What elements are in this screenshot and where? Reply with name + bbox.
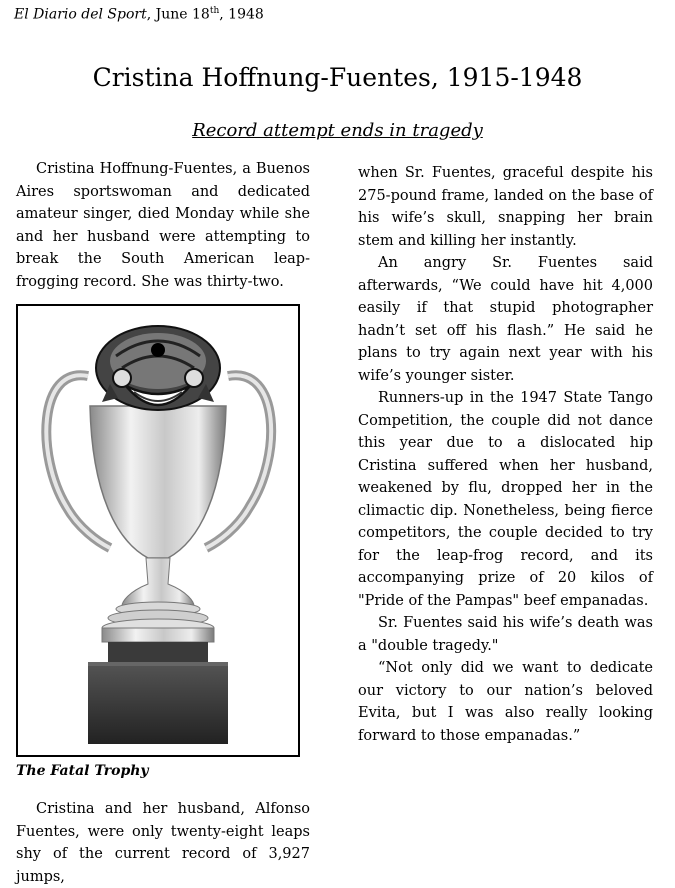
left-column-bottom: [16, 798, 310, 888]
dateline-year: , 1948: [219, 6, 264, 23]
article-paragraph: Cristina Hoffnung-Fuentes, a Buenos Aires sportswoman and dedicated amateur singer, died Monday while she and her husband were attempting to break the South American leap-frogging record. She was thirty-two.: [16, 161, 310, 290]
article-paragraph: “Not only did we want to dedicate our victory to our nation’s beloved Evita, but I was also really looking forward to those empanadas.”: [358, 660, 653, 744]
article-subtitle: Record attempt ends in tragedy: [192, 120, 483, 141]
right-column: [358, 162, 653, 747]
trophy-image: [18, 306, 298, 755]
left-column-top: [16, 158, 310, 293]
article-paragraph: Cristina and her husband, Alfonso Fuentes, were only twenty-eight leaps shy of the current record of 3,927 jumps,: [16, 801, 310, 885]
article-paragraph: Runners-up in the 1947 State Tango Competition, the couple did not dance this year due to a dislocated hip Cristina suffered when her husband, weakened by flu, dropped her in the climactic dip. Nonetheless, being fierce competitors, the couple decided to try for the leap-frog record, and its accompanying prize of 20 kilos of "Pride of the Pampas" beef empanadas.: [358, 390, 653, 609]
article-paragraph: when Sr. Fuentes, graceful despite his 275-pound frame, landed on the base of his wife’s skull, snapping her brain stem and killing her instantly.: [358, 165, 653, 249]
article-paragraph: Sr. Fuentes said his wife’s death was a "double tragedy.": [358, 615, 653, 654]
article-title: Cristina Hoffnung-Fuentes, 1915-1948: [92, 63, 583, 92]
dateline: [14, 6, 264, 23]
photo-caption: The Fatal Trophy: [16, 763, 149, 779]
newspaper-name: El Diario del Sport: [14, 6, 147, 23]
article-paragraph: An angry Sr. Fuentes said afterwards, “We could have hit 4,000 easily if that stupid photographer hadn’t set off his flash.” He said he plans to try again next year with his wife’s younger sister.: [358, 255, 653, 384]
trophy-photo: [16, 304, 300, 757]
dateline-date: , June 18: [146, 6, 210, 23]
frog-head-icon: [96, 326, 220, 410]
dateline-ordinal: th: [209, 6, 220, 16]
